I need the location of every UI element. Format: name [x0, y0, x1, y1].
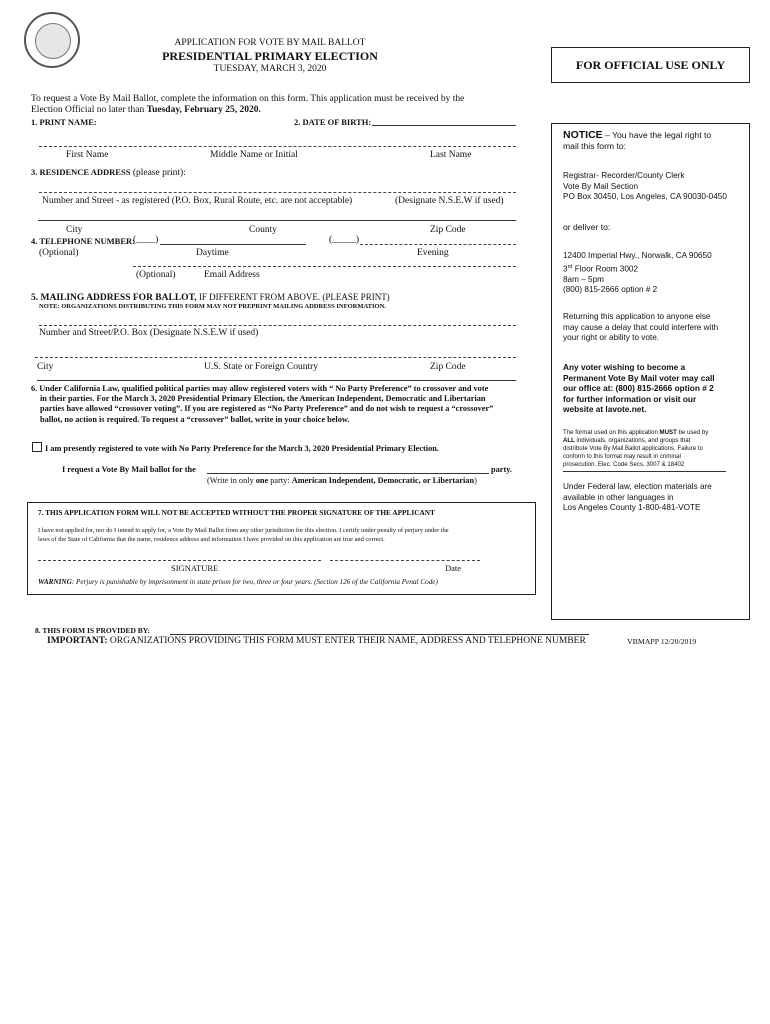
last-name-label: Last Name: [430, 150, 472, 160]
optional-label: (Optional): [39, 248, 79, 258]
mail-city-label: City: [37, 362, 54, 372]
county-seal-logo: [24, 12, 80, 68]
signature-date-field[interactable]: [330, 560, 480, 561]
print-name-label: 1. PRINT NAME:: [31, 117, 97, 127]
city-county-zip-field[interactable]: [38, 220, 516, 221]
telephone-label: 4. TELEPHONE NUMBER:: [31, 236, 135, 246]
signature-section: [27, 502, 536, 595]
tel-area-daytime: (____): [133, 235, 159, 245]
date-label: Date: [445, 563, 462, 573]
federal-law-note: Under Federal law, election materials are available in other languages in Los Angeles County 1-800-481-VOTE: [563, 482, 712, 512]
returning-warning: Returning this application to anyone else may cause a delay that could interfere with your right or ability to vote.: [563, 312, 719, 342]
provided-by-label: 8. THIS FORM IS PROVIDED BY:: [35, 626, 151, 635]
important-note: IMPORTANT: ORGANIZATIONS PROVIDING THIS FORM MUST ENTER THEIR NAME, ADDRESS AND TELEPHONE NUMBER: [47, 636, 586, 646]
write-in-note: (Write in only one party: American Independent, Democratic, or Libertarian): [207, 476, 477, 485]
evening-label: Evening: [417, 248, 449, 258]
county-label: County: [249, 225, 277, 235]
party-field[interactable]: [207, 473, 489, 474]
official-use-label: FOR OFFICIAL USE ONLY: [575, 57, 726, 72]
request-suffix: party.: [491, 465, 512, 474]
nsew-label: (Designate N.S.E.W if used): [395, 196, 504, 206]
mailing-address: Registrar- Recorder/County Clerk Vote By Mail Section PO Box 30450, Los Angeles, CA 90030-0450: [563, 171, 727, 201]
daytime-phone-field[interactable]: [160, 244, 306, 245]
request-prefix: I request a Vote By Mail ballot for the: [62, 465, 196, 474]
form-code: VBMAPP 12/20/2019: [627, 637, 697, 646]
tel-area-evening: (_____): [329, 235, 360, 245]
signature-header: 7. THIS APPLICATION FORM WILL NOT BE ACCEPTED WITHOUT THE PROPER SIGNATURE OF THE APPLICANT: [38, 508, 435, 517]
signature-label: SIGNATURE: [171, 563, 219, 573]
title-line1: APPLICATION FOR VOTE BY MAIL BALLOT: [174, 38, 366, 48]
notice-text: NOTICE – You have the legal right to mail this form to:: [563, 129, 712, 151]
permanent-voter-info: Any voter wishing to become a Permanent Vote By Mail voter may call our office at: (800) 815-2666 option # 2 for further information or visit our website at lavote.net.: [563, 362, 715, 414]
mailing-label: 5. MAILING ADDRESS FOR BALLOT, IF DIFFERENT FROM ABOVE. (PLEASE PRINT): [31, 292, 390, 303]
intro-line2: Election Official no later than Tuesday, February 25, 2020.: [31, 105, 261, 115]
optional2-label: (Optional): [136, 270, 176, 280]
email-label: Email Address: [204, 270, 260, 280]
mail-street-label: Number and Street/P.O. Box (Designate N.S.E.W if used): [39, 328, 259, 338]
signature-field[interactable]: [38, 560, 321, 561]
zip-label: Zip Code: [430, 225, 466, 235]
street-label: Number and Street - as registered (P.O. Box, Rural Route, etc. are not acceptable): [42, 196, 353, 206]
title-line2: PRESIDENTIAL PRIMARY ELECTION: [162, 49, 378, 63]
npp-checkbox-label: I am presently registered to vote with No Party Preference for the March 3, 2020 Presidential Primary Election.: [45, 444, 439, 453]
mail-city-state-zip-field[interactable]: [35, 357, 516, 358]
item6-text: 6. Under California Law, qualified political parties may allow registered voters with “ No Party Preference” to crossover and vote in their parties. For the March 3, 2020 Presidential Primary Election, the American Independent, Democratic and Libertarian parties have allowed “crossover voting”. If you are registered as “No Party Preference” and do not wish to request a “crossover” ballot, no action is required. To request a “crossover” ballot, write in your choice below.: [31, 384, 494, 424]
warning-text: WARNING: Perjury is punishable by imprisonment in state prison for two, three or four years. (Section 126 of the California Penal Code): [38, 578, 438, 586]
official-use-box: [551, 47, 750, 83]
email-field[interactable]: [133, 266, 516, 267]
middle-name-label: Middle Name or Initial: [210, 150, 298, 160]
format-requirement: The format used on this application MUST be used by ALL individuals, organizations, and groups that distribute Vote By Mail Ballot applications. Failure to conform to this format may result in criminal prosecution. Elec. Code Secs. 3007 & 18402: [563, 429, 709, 468]
daytime-label: Daytime: [196, 248, 229, 258]
notice-panel: [551, 123, 750, 620]
title-line3: TUESDAY, MARCH 3, 2020: [213, 64, 327, 74]
mail-divider: [37, 380, 516, 381]
residence-label: 3. RESIDENCE ADDRESS (please print):: [31, 167, 186, 178]
mail-street-field[interactable]: [39, 325, 516, 326]
panel-divider: [563, 471, 726, 472]
name-field[interactable]: [39, 146, 516, 147]
intro-line1: To request a Vote By Mail Ballot, complete the information on this form. This application must be received by the: [31, 94, 465, 104]
dob-field[interactable]: [372, 125, 516, 126]
provided-by-field[interactable]: [170, 634, 589, 635]
city-label: City: [66, 225, 83, 235]
mail-state-label: U.S. State or Foreign Country: [204, 362, 318, 372]
mailing-note: NOTE: ORGANIZATIONS DISTRIBUTING THIS FORM MAY NOT PREPRINT MAILING ADDRESS INFORMATION.: [39, 303, 386, 310]
npp-checkbox[interactable]: [32, 442, 42, 452]
or-deliver-label: or deliver to:: [563, 222, 611, 232]
perjury-statement: I have not applied for, nor do I intend to apply for, a Vote By Mail Ballot from any other jurisdiction for this election. I certify under penalty of perjury under the laws of the State of California that the name, residence address and information I have provided on this application are true and correct.: [38, 527, 449, 543]
dob-label: 2. DATE OF BIRTH:: [294, 117, 372, 127]
delivery-address: 12400 Imperial Hwy., Norwalk, CA 90650 3rd Floor Room 3002 8am – 5pm (800) 815-2666 option # 2: [563, 251, 712, 295]
evening-phone-field[interactable]: [360, 244, 516, 245]
mail-zip-label: Zip Code: [430, 362, 466, 372]
first-name-label: First Name: [66, 150, 109, 160]
street-field[interactable]: [39, 192, 516, 193]
